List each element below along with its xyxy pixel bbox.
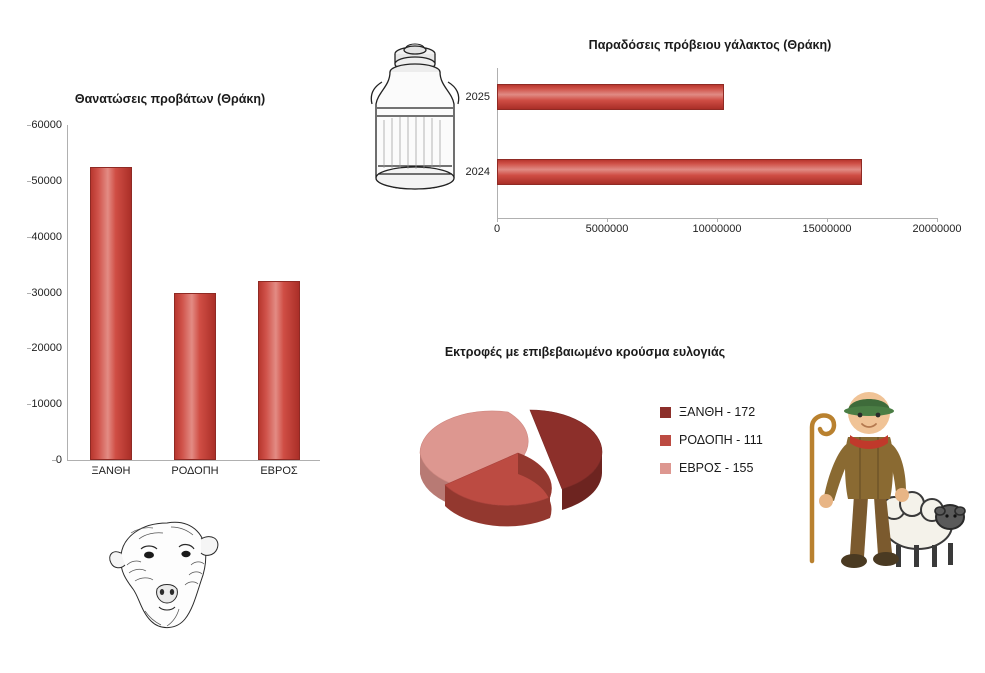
y-tick-label: 60000 [31, 119, 62, 131]
pie-chart-confirmed-outbreaks [370, 340, 830, 570]
x-tick-label: 10000000 [692, 223, 742, 235]
x-category-label: ΡΟΔΟΠΗ [171, 465, 219, 477]
y-tick-label: 10000 [31, 398, 62, 410]
shepherd-with-sheep-icon [790, 365, 975, 580]
bar-rodopi [174, 293, 216, 461]
bar-2024 [497, 159, 862, 185]
legend-item-xanthi [660, 405, 763, 419]
legend-label: ΞΑΝΘΗ - 172 [679, 405, 756, 419]
legend-item-evros [660, 461, 763, 475]
column-chart-x-axis [67, 460, 320, 461]
legend-swatch-icon [660, 435, 671, 446]
x-tick-label: 20000000 [912, 223, 962, 235]
y-category-label: 2024 [465, 166, 490, 178]
legend-item-rodopi [660, 433, 763, 447]
x-category-label: ΕΒΡΟΣ [260, 465, 298, 477]
pie-legend [660, 405, 763, 489]
legend-swatch-icon [660, 463, 671, 474]
y-tick-label: 40000 [31, 231, 62, 243]
bar-xanthi [90, 167, 132, 460]
column-chart-sheep-culling [0, 85, 340, 505]
legend-label: ΕΒΡΟΣ - 155 [679, 461, 754, 475]
legend-swatch-icon [660, 407, 671, 418]
column-chart-title: Θανατώσεις προβάτων (Θράκη) [74, 92, 266, 106]
x-tick-label: 5000000 [585, 223, 629, 235]
sheep-head-icon [105, 515, 235, 640]
bar-chart-plot-area [465, 68, 937, 218]
bar-evros [258, 281, 300, 460]
y-category-label: 2025 [465, 91, 490, 103]
bar-chart-milk-deliveries [455, 30, 965, 245]
bar-2025 [497, 84, 724, 110]
milk-can-icon [360, 38, 470, 208]
column-chart-plot-area [31, 119, 320, 466]
x-tick-label: 0 [493, 223, 501, 235]
bar-chart-title: Παραδόσεις πρόβειου γάλακτος (Θράκη) [588, 38, 832, 52]
y-tick-label: 50000 [31, 175, 62, 187]
pie-graphic [390, 375, 655, 555]
y-tick-label: 30000 [31, 287, 62, 299]
x-tick-label: 15000000 [802, 223, 852, 235]
legend-label: ΡΟΔΟΠΗ - 111 [679, 433, 763, 447]
pie-chart-title: Εκτροφές με επιβεβαιωμένο κρούσμα ευλογιάς [444, 345, 726, 359]
y-tick-label: 20000 [31, 342, 62, 354]
y-tick-label: 0 [56, 454, 62, 466]
x-category-label: ΞΑΝΘΗ [91, 465, 131, 477]
